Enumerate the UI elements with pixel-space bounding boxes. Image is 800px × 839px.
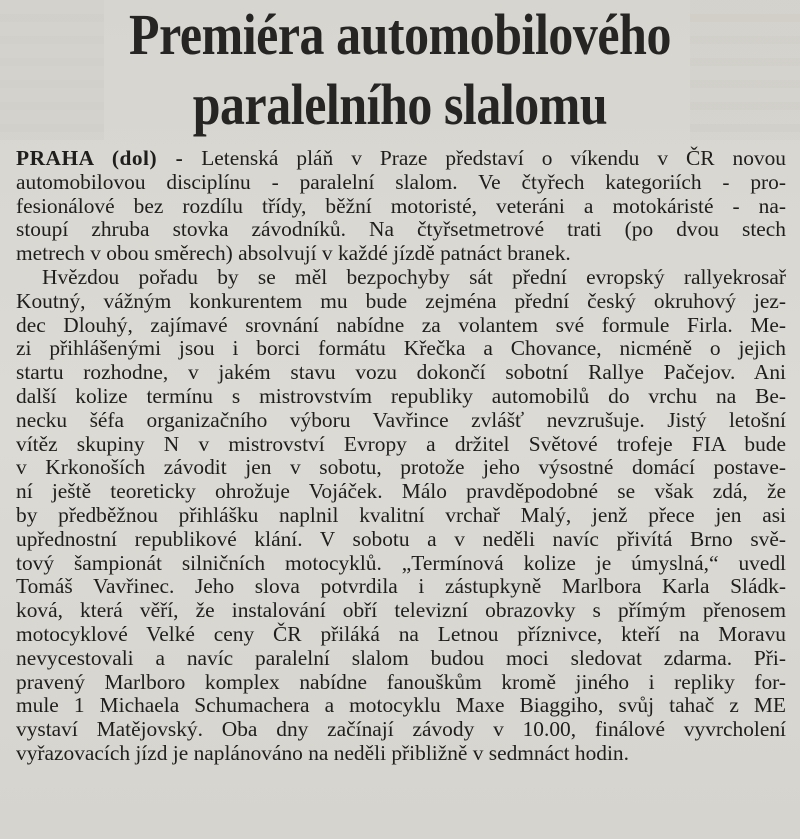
article-text: Letenská pláň v Praze představí o víkendu v ČR novou bbox=[183, 146, 786, 170]
article-line: vítěz skupiny N v mistrovství Evropy a držitel Světové trofeje FIA bude bbox=[16, 431, 786, 456]
article-line: necku šéfa organizačního výboru Vavřince zvlášť nevzrušuje. Jistý letošní bbox=[16, 407, 786, 432]
article-line: ková, která věří, že instalování obří televizní obrazovky s přímým přenosem bbox=[16, 598, 786, 623]
article-line: metrech v obou směrech) absolvují v každé jízdě patnáct branek. bbox=[16, 241, 571, 266]
article-line: Hvězdou pořadu by se měl bezpochyby sát přední evropský rallyekrosař bbox=[42, 264, 786, 289]
article-line: dec Dlouhý, zajímavé srovnání nabídne za volantem své formule Firla. Me- bbox=[16, 312, 786, 337]
article-line: mule 1 Michaela Schumachera a motocyklu Maxe Biaggiho, svůj tahač z ME bbox=[16, 693, 786, 718]
article-line: Tomáš Vavřinec. Jeho slova potvrdila i zástupkyně Marlbora Karla Sládk- bbox=[16, 574, 786, 599]
article-line: by předběžnou přihlášku naplnil kvalitní vrchař Malý, jenž přece jen asi bbox=[16, 502, 786, 527]
article-line: ní ještě teoreticky ohrožuje Vojáček. Málo pravděpodobné se však zdá, že bbox=[16, 479, 786, 504]
article-line: fesionálové bez rozdílu třídy, běžní motoristé, veteráni a motokáristé - na- bbox=[16, 193, 786, 218]
article-line: upřednostní republikové klání. V sobotu a v neděli navíc přivítá Brno svě- bbox=[16, 526, 786, 551]
article-line: Koutný, vážným konkurentem mu bude zejména přední český okruhový jez- bbox=[16, 288, 786, 313]
article-line: stoupí zhruba stovka závodníků. Na čtyřsetmetrové trati (po dvou stech bbox=[16, 217, 786, 242]
article-line: motocyklové Velké ceny ČR přiláká na Letnou příznivce, kteří na Moravu bbox=[16, 621, 786, 646]
article-line: zi přihlášenými jsou i borci formátu Křečka a Chovance, nicméně o jejich bbox=[16, 336, 786, 361]
article-line: automobilovou disciplínu - paralelní slalom. Ve čtyřech kategoriích - pro- bbox=[16, 169, 786, 194]
article-line bbox=[16, 147, 786, 171]
article-line: v Krkonoších závodit jen v sobotu, protože jeho výsostné domácí postave- bbox=[16, 455, 786, 480]
article-line: tový šampionát silničních motocyklů. „Termínová kolize je úmyslná,“ uvedl bbox=[16, 550, 786, 575]
article-line: nevycestovali a navíc paralelní slalom budou moci sledovat zdarma. Při- bbox=[16, 645, 786, 670]
article-line: vyřazovacích jízd je naplánováno na neděli přibližně v sedmnáct hodin. bbox=[16, 740, 629, 765]
headline-line-1: Premiéra automobilového bbox=[129, 2, 671, 67]
dateline: PRAHA (dol) - bbox=[16, 146, 184, 170]
article-line: pravený Marlboro komplex nabídne fanouškům kromě jiného i repliky for- bbox=[16, 669, 786, 694]
headline-line-2: paralelního slalomu bbox=[192, 72, 608, 137]
article-body bbox=[16, 147, 786, 766]
article-line: další kolize termínu s mistrovstvím republiky automobilů do vrchu na Be- bbox=[16, 383, 786, 408]
article-line: startu rozhodne, v jakém stavu vozu dokončí sobotní Rallye Pačejov. Ani bbox=[16, 360, 786, 385]
article-line: vystaví Matějovský. Oba dny začínají závody v 10.00, finálové vyvrcholení bbox=[16, 717, 786, 742]
